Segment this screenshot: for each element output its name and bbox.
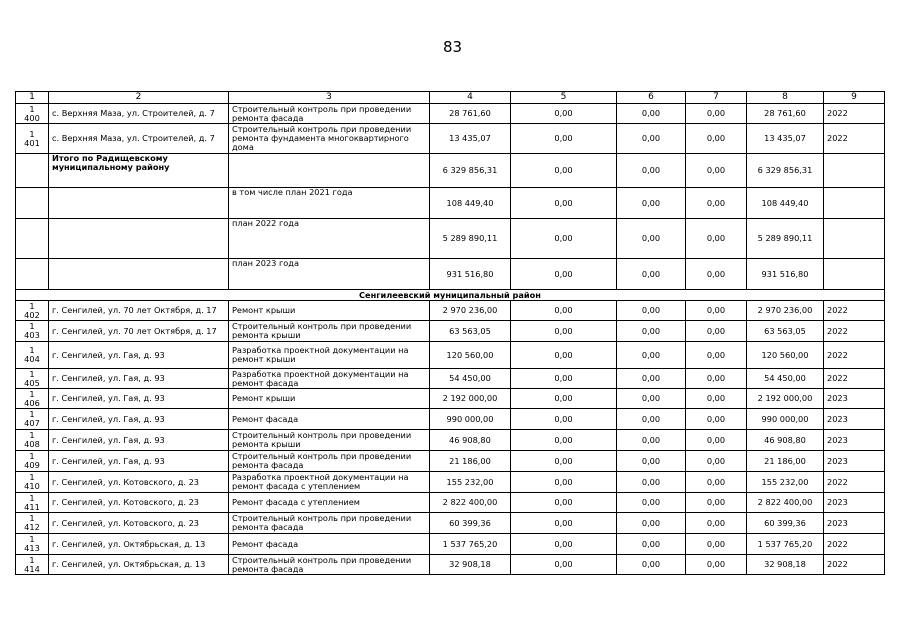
year-cell: 2023 [824, 513, 885, 534]
amount-cell: 0,00 [617, 472, 686, 493]
amount-cell: 0,00 [686, 369, 747, 389]
amount-cell: 0,00 [617, 493, 686, 513]
amount-total-cell: 46 908,80 [430, 430, 511, 451]
work-type-cell: Разработка проектной документации на ремонт фасада с утеплением [229, 472, 430, 493]
table-row [16, 301, 885, 321]
empty-cell [16, 188, 49, 219]
plan-amount-cell: 0,00 [511, 219, 617, 259]
row-number: 1 402 [16, 301, 49, 321]
year-cell: 2022 [824, 555, 885, 575]
table-row [16, 342, 885, 369]
table-row [16, 389, 885, 409]
year-cell: 2022 [824, 104, 885, 124]
page-number: 83 [442, 38, 463, 56]
amount-cell: 0,00 [686, 555, 747, 575]
amount-cell: 0,00 [617, 369, 686, 389]
column-header: 7 [686, 92, 747, 104]
amount-cell: 0,00 [686, 124, 747, 154]
address-cell: г. Сенгилей, ул. Гая, д. 93 [49, 409, 229, 430]
amount-cell: 0,00 [511, 301, 617, 321]
empty-cell [16, 154, 49, 188]
amount-cell: 0,00 [511, 409, 617, 430]
empty-cell [16, 219, 49, 259]
year-cell: 2022 [824, 472, 885, 493]
amount-cell: 28 761,60 [747, 104, 824, 124]
row-number: 1 412 [16, 513, 49, 534]
amount-total-cell: 28 761,60 [430, 104, 511, 124]
row-number: 1 411 [16, 493, 49, 513]
table-row [16, 534, 885, 555]
plan-amount-cell: 931 516,80 [430, 259, 511, 290]
plan-amount-cell: 5 289 890,11 [430, 219, 511, 259]
year-cell: 2022 [824, 534, 885, 555]
amount-total-cell: 120 560,00 [430, 342, 511, 369]
work-type-cell: Ремонт фасада [229, 409, 430, 430]
amount-cell: 0,00 [617, 555, 686, 575]
column-header: 1 [16, 92, 49, 104]
table-row [16, 451, 885, 472]
empty-cell [49, 259, 229, 290]
amount-cell: 0,00 [617, 451, 686, 472]
amount-cell: 0,00 [617, 301, 686, 321]
plan-amount-cell: 0,00 [511, 188, 617, 219]
amount-cell: 0,00 [511, 472, 617, 493]
work-type-cell: Строительный контроль при проведении ремонта фасада [229, 104, 430, 124]
table-row [16, 369, 885, 389]
year-cell: 2022 [824, 301, 885, 321]
year-cell: 2023 [824, 430, 885, 451]
address-cell: г. Сенгилей, ул. Гая, д. 93 [49, 342, 229, 369]
amount-cell: 0,00 [617, 513, 686, 534]
amount-total-cell: 32 908,18 [430, 555, 511, 575]
column-header: 3 [229, 92, 430, 104]
address-cell: г. Сенгилей, ул. Гая, д. 93 [49, 389, 229, 409]
plan-amount-cell: 108 449,40 [747, 188, 824, 219]
amount-cell: 0,00 [511, 534, 617, 555]
row-number: 1 405 [16, 369, 49, 389]
row-number: 1 407 [16, 409, 49, 430]
amount-cell: 0,00 [511, 555, 617, 575]
column-header: 6 [617, 92, 686, 104]
amount-cell: 0,00 [511, 451, 617, 472]
amount-cell: 0,00 [686, 342, 747, 369]
empty-cell [824, 259, 885, 290]
empty-cell [16, 259, 49, 290]
amount-cell: 0,00 [686, 301, 747, 321]
work-type-cell: Ремонт крыши [229, 389, 430, 409]
amount-total-cell: 63 563,05 [430, 321, 511, 342]
row-number: 1 409 [16, 451, 49, 472]
amount-cell: 0,00 [686, 321, 747, 342]
amount-cell: 0,00 [511, 124, 617, 154]
plan-label: план 2022 года [229, 219, 430, 259]
amount-total-cell: 2 192 000,00 [430, 389, 511, 409]
year-cell: 2022 [824, 369, 885, 389]
total-label: Итого по Радищевскому муниципальному району [49, 154, 229, 188]
year-cell: 2022 [824, 321, 885, 342]
plan-amount-cell: 0,00 [617, 188, 686, 219]
amount-total-cell: 2 970 236,00 [430, 301, 511, 321]
amount-cell: 0,00 [686, 534, 747, 555]
total-amount-cell: 0,00 [686, 154, 747, 188]
address-cell: с. Верхняя Маза, ул. Строителей, д. 7 [49, 124, 229, 154]
year-cell: 2023 [824, 409, 885, 430]
work-type-cell: Строительный контроль при проведении ремонта фасада [229, 555, 430, 575]
amount-cell: 0,00 [617, 104, 686, 124]
work-type-cell: Ремонт фасада [229, 534, 430, 555]
address-cell: г. Сенгилей, ул. Гая, д. 93 [49, 430, 229, 451]
table-row [16, 321, 885, 342]
empty-cell [229, 154, 430, 188]
row-number: 1 406 [16, 389, 49, 409]
empty-cell [824, 188, 885, 219]
amount-cell: 0,00 [617, 124, 686, 154]
plan-amount-cell: 108 449,40 [430, 188, 511, 219]
plan-amount-cell: 0,00 [686, 259, 747, 290]
amount-cell: 0,00 [511, 369, 617, 389]
amount-cell: 0,00 [511, 321, 617, 342]
plan-label: в том числе план 2021 года [229, 188, 430, 219]
plan-row [16, 259, 885, 290]
amount-total-cell: 54 450,00 [430, 369, 511, 389]
amount-cell: 120 560,00 [747, 342, 824, 369]
address-cell: г. Сенгилей, ул. Гая, д. 93 [49, 369, 229, 389]
work-type-cell: Строительный контроль при проведении ремонта фундамента многоквартирного дома [229, 124, 430, 154]
table-row [16, 555, 885, 575]
amount-cell: 0,00 [511, 389, 617, 409]
amount-cell: 0,00 [686, 493, 747, 513]
row-number: 1 400 [16, 104, 49, 124]
amount-total-cell: 2 822 400,00 [430, 493, 511, 513]
amount-cell: 0,00 [686, 472, 747, 493]
amount-cell: 0,00 [511, 493, 617, 513]
section-title: Сенгилеевский муниципальный район [16, 290, 885, 301]
amount-total-cell: 60 399,36 [430, 513, 511, 534]
amount-cell: 2 192 000,00 [747, 389, 824, 409]
column-header: 2 [49, 92, 229, 104]
year-cell: 2023 [824, 493, 885, 513]
work-type-cell: Строительный контроль при проведении ремонта фасада [229, 451, 430, 472]
amount-total-cell: 21 186,00 [430, 451, 511, 472]
column-header: 4 [430, 92, 511, 104]
row-number: 1 410 [16, 472, 49, 493]
amount-total-cell: 155 232,00 [430, 472, 511, 493]
amount-cell: 0,00 [511, 104, 617, 124]
table-row [16, 513, 885, 534]
work-type-cell: Ремонт фасада с утеплением [229, 493, 430, 513]
address-cell: г. Сенгилей, ул. Октябрьская, д. 13 [49, 534, 229, 555]
year-cell: 2023 [824, 451, 885, 472]
year-cell: 2023 [824, 389, 885, 409]
amount-cell: 0,00 [617, 409, 686, 430]
address-cell: г. Сенгилей, ул. 70 лет Октября, д. 17 [49, 321, 229, 342]
table-row [16, 104, 885, 124]
empty-cell [49, 188, 229, 219]
plan-amount-cell: 0,00 [686, 219, 747, 259]
amount-cell: 21 186,00 [747, 451, 824, 472]
repair-plan-table [15, 91, 885, 575]
plan-row [16, 188, 885, 219]
amount-total-cell: 13 435,07 [430, 124, 511, 154]
work-type-cell: Ремонт крыши [229, 301, 430, 321]
address-cell: г. Сенгилей, ул. Котовского, д. 23 [49, 472, 229, 493]
row-number: 1 408 [16, 430, 49, 451]
year-cell: 2022 [824, 124, 885, 154]
empty-cell [49, 219, 229, 259]
empty-cell [824, 219, 885, 259]
row-number: 1 413 [16, 534, 49, 555]
amount-cell: 0,00 [511, 342, 617, 369]
amount-cell: 0,00 [617, 534, 686, 555]
amount-cell: 0,00 [511, 430, 617, 451]
amount-cell: 0,00 [686, 430, 747, 451]
column-header: 5 [511, 92, 617, 104]
plan-amount-cell: 0,00 [511, 259, 617, 290]
column-header: 8 [747, 92, 824, 104]
amount-cell: 0,00 [617, 430, 686, 451]
amount-cell: 54 450,00 [747, 369, 824, 389]
district-total-row [16, 154, 885, 188]
work-type-cell: Строительный контроль при проведении ремонта крыши [229, 321, 430, 342]
total-amount-cell: 6 329 856,31 [430, 154, 511, 188]
amount-cell: 13 435,07 [747, 124, 824, 154]
plan-amount-cell: 0,00 [686, 188, 747, 219]
amount-cell: 0,00 [511, 513, 617, 534]
address-cell: г. Сенгилей, ул. 70 лет Октября, д. 17 [49, 301, 229, 321]
section-header-row [16, 290, 885, 301]
amount-cell: 2 822 400,00 [747, 493, 824, 513]
plan-row [16, 219, 885, 259]
table-row [16, 472, 885, 493]
year-cell: 2022 [824, 342, 885, 369]
empty-cell [824, 154, 885, 188]
amount-cell: 32 908,18 [747, 555, 824, 575]
amount-cell: 2 970 236,00 [747, 301, 824, 321]
amount-cell: 155 232,00 [747, 472, 824, 493]
work-type-cell: Разработка проектной документации на ремонт фасада [229, 369, 430, 389]
row-number: 1 404 [16, 342, 49, 369]
amount-cell: 46 908,80 [747, 430, 824, 451]
amount-cell: 63 563,05 [747, 321, 824, 342]
column-header: 9 [824, 92, 885, 104]
table-row [16, 430, 885, 451]
amount-total-cell: 1 537 765,20 [430, 534, 511, 555]
amount-cell: 60 399,36 [747, 513, 824, 534]
amount-cell: 0,00 [617, 321, 686, 342]
column-header-row [16, 92, 885, 104]
address-cell: г. Сенгилей, ул. Гая, д. 93 [49, 451, 229, 472]
plan-amount-cell: 0,00 [617, 259, 686, 290]
plan-amount-cell: 0,00 [617, 219, 686, 259]
work-type-cell: Разработка проектной документации на ремонт крыши [229, 342, 430, 369]
table-row [16, 493, 885, 513]
address-cell: г. Сенгилей, ул. Котовского, д. 23 [49, 493, 229, 513]
amount-cell: 990 000,00 [747, 409, 824, 430]
plan-amount-cell: 5 289 890,11 [747, 219, 824, 259]
amount-cell: 0,00 [617, 389, 686, 409]
address-cell: г. Сенгилей, ул. Октябрьская, д. 13 [49, 555, 229, 575]
plan-amount-cell: 931 516,80 [747, 259, 824, 290]
amount-cell: 1 537 765,20 [747, 534, 824, 555]
total-amount-cell: 0,00 [617, 154, 686, 188]
total-amount-cell: 6 329 856,31 [747, 154, 824, 188]
total-amount-cell: 0,00 [511, 154, 617, 188]
amount-cell: 0,00 [617, 342, 686, 369]
table-row [16, 124, 885, 154]
amount-cell: 0,00 [686, 513, 747, 534]
work-type-cell: Строительный контроль при проведении ремонта фасада [229, 513, 430, 534]
address-cell: г. Сенгилей, ул. Котовского, д. 23 [49, 513, 229, 534]
row-number: 1 403 [16, 321, 49, 342]
amount-cell: 0,00 [686, 104, 747, 124]
address-cell: с. Верхняя Маза, ул. Строителей, д. 7 [49, 104, 229, 124]
amount-cell: 0,00 [686, 451, 747, 472]
amount-cell: 0,00 [686, 389, 747, 409]
row-number: 1 401 [16, 124, 49, 154]
plan-label: план 2023 года [229, 259, 430, 290]
table-row [16, 409, 885, 430]
amount-total-cell: 990 000,00 [430, 409, 511, 430]
work-type-cell: Строительный контроль при проведении ремонта крыши [229, 430, 430, 451]
amount-cell: 0,00 [686, 409, 747, 430]
row-number: 1 414 [16, 555, 49, 575]
